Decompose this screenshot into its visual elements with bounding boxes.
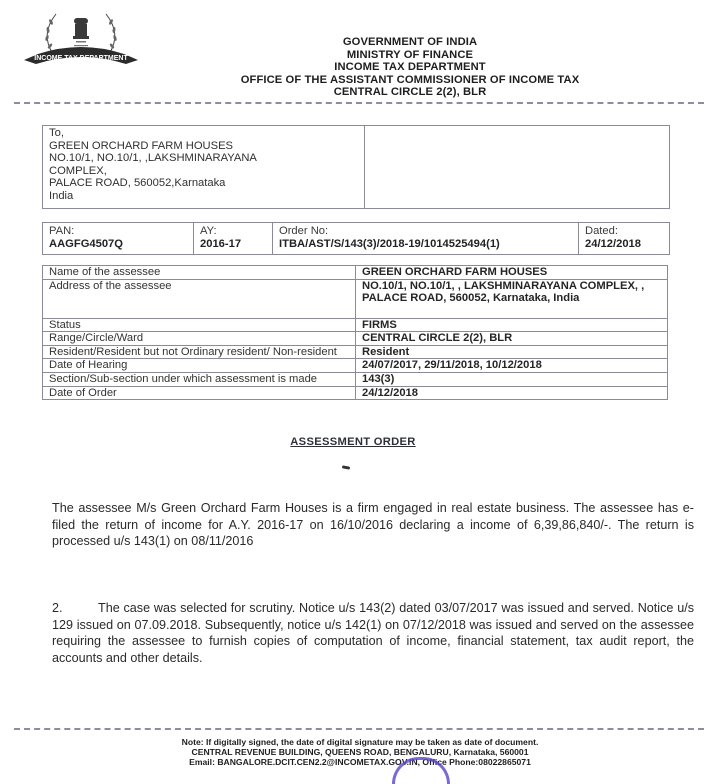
footer-contact: Email: BANGALORE.DCIT.CEN2.2@INCOMETAX.GOV.IN, Office Phone:08022865071: [189, 757, 531, 767]
pan-label: PAN:: [49, 225, 75, 237]
row-label: Range/Circle/Ward: [43, 332, 356, 346]
order-no-value: ITBA/AST/S/143(3)/2018-19/1014525494(1): [279, 238, 500, 250]
dated-label: Dated:: [585, 225, 618, 237]
pan-value: AAGFG4507Q: [49, 238, 123, 250]
row-label: Status: [43, 318, 356, 332]
ay-label: AY:: [200, 225, 217, 237]
addressee-block: [43, 126, 365, 208]
addressee-blank-cell: [365, 126, 669, 208]
addressee-name: GREEN ORCHARD FARM HOUSES: [49, 139, 233, 152]
footer-address: CENTRAL REVENUE BUILDING, QUEENS ROAD, BENGALURU, Karnataka, 560001: [191, 747, 529, 757]
footer-note: Note: If digitally signed, the date of digital signature may be taken as date of document.: [181, 737, 539, 747]
addressee-line3: PALACE ROAD, 560052,Karnataka: [49, 177, 226, 190]
row-label: Date of Hearing: [43, 359, 356, 373]
row-value: 24/07/2017, 29/11/2018, 10/12/2018: [356, 359, 668, 373]
ay-value: 2016-17: [200, 238, 242, 250]
paragraph-2-text: The case was selected for scrutiny. Notice u/s 143(2) dated 03/07/2017 was issued and served. Notice u/s 129 issued on 07.09.2018. Subsequently, notice u/s 142(1) on 07/12/2018 was issued and served on the assessee requiring the assessee to furnish copies of computation of income, financial statement, tax audit report, the accounts and other details.: [52, 601, 694, 665]
row-value: 24/12/2018: [356, 386, 668, 400]
addressee-to: To,: [49, 127, 64, 139]
svg-text:INCOME TAX DEPARTMENT: INCOME TAX DEPARTMENT: [34, 55, 128, 62]
header-circle: CENTRAL CIRCLE 2(2), BLR: [333, 86, 487, 99]
header-government: GOVERNMENT OF INDIA: [342, 36, 478, 48]
table-row: [43, 372, 668, 386]
scan-mark: [342, 465, 350, 469]
table-row: [43, 266, 668, 280]
row-value: CENTRAL CIRCLE 2(2), BLR: [356, 332, 668, 346]
dated-value: 24/12/2018: [585, 238, 641, 250]
table-row: [43, 332, 668, 346]
table-row: [43, 279, 668, 318]
row-value: Resident: [356, 345, 668, 359]
paragraph-number: 2.: [52, 601, 63, 615]
header-office: OFFICE OF THE ASSISTANT COMMISSIONER OF INCOME TAX: [240, 73, 580, 86]
row-value: 143(3): [356, 372, 668, 386]
order-no-label: Order No:: [279, 225, 329, 237]
footer-divider: [14, 728, 704, 730]
row-value: GREEN ORCHARD FARM HOUSES: [356, 266, 668, 280]
letterhead: [150, 36, 670, 99]
table-row: [43, 318, 668, 332]
assessee-details-table: [42, 265, 668, 400]
row-label: Date of Order: [43, 386, 356, 400]
row-label: Address of the assessee: [43, 279, 356, 318]
table-row: [43, 386, 668, 400]
addressee-line2: COMPLEX,: [49, 164, 107, 177]
dated-cell: [579, 223, 669, 254]
income-tax-department-emblem-icon: [18, 4, 144, 74]
table-row: [43, 359, 668, 373]
addressee-box: [42, 125, 670, 209]
order-no-cell: [273, 223, 579, 254]
paragraph-1: The assessee M/s Green Orchard Farm Houses is a firm engaged in real estate business. The assessee has e-filed the return of income for A.Y. 2016-17 on 16/10/2016 declaring a income of 6,39,86,840/-. The return is processed u/s 143(1) on 08/11/2016: [52, 501, 694, 548]
pan-cell: [43, 223, 194, 254]
ay-cell: [194, 223, 273, 254]
header-department: INCOME TAX DEPARTMENT: [334, 61, 486, 74]
order-meta-table: [42, 222, 670, 255]
row-label: Name of the assessee: [43, 266, 356, 280]
row-value: FIRMS: [356, 318, 668, 332]
table-row: [43, 345, 668, 359]
header-ministry: MINISTRY OF FINANCE: [346, 48, 474, 61]
footer: [60, 737, 660, 767]
addressee-line1: NO.10/1, NO.10/1, ,LAKSHMINARAYANA: [49, 152, 257, 165]
row-label: Resident/Resident but not Ordinary resident/ Non-resident: [43, 345, 356, 359]
paragraph-2: [52, 600, 694, 666]
document-title: ASSESSMENT ORDER: [290, 436, 416, 448]
addressee-line4: India: [49, 189, 74, 202]
row-label: Section/Sub-section under which assessment is made: [43, 372, 356, 386]
row-value: NO.10/1, NO.10/1, , LAKSHMINARAYANA COMPLEX, , PALACE ROAD, 560052, Karnataka, India: [356, 279, 668, 318]
header-divider: [14, 102, 704, 104]
income-tax-department-logo: [18, 4, 144, 74]
